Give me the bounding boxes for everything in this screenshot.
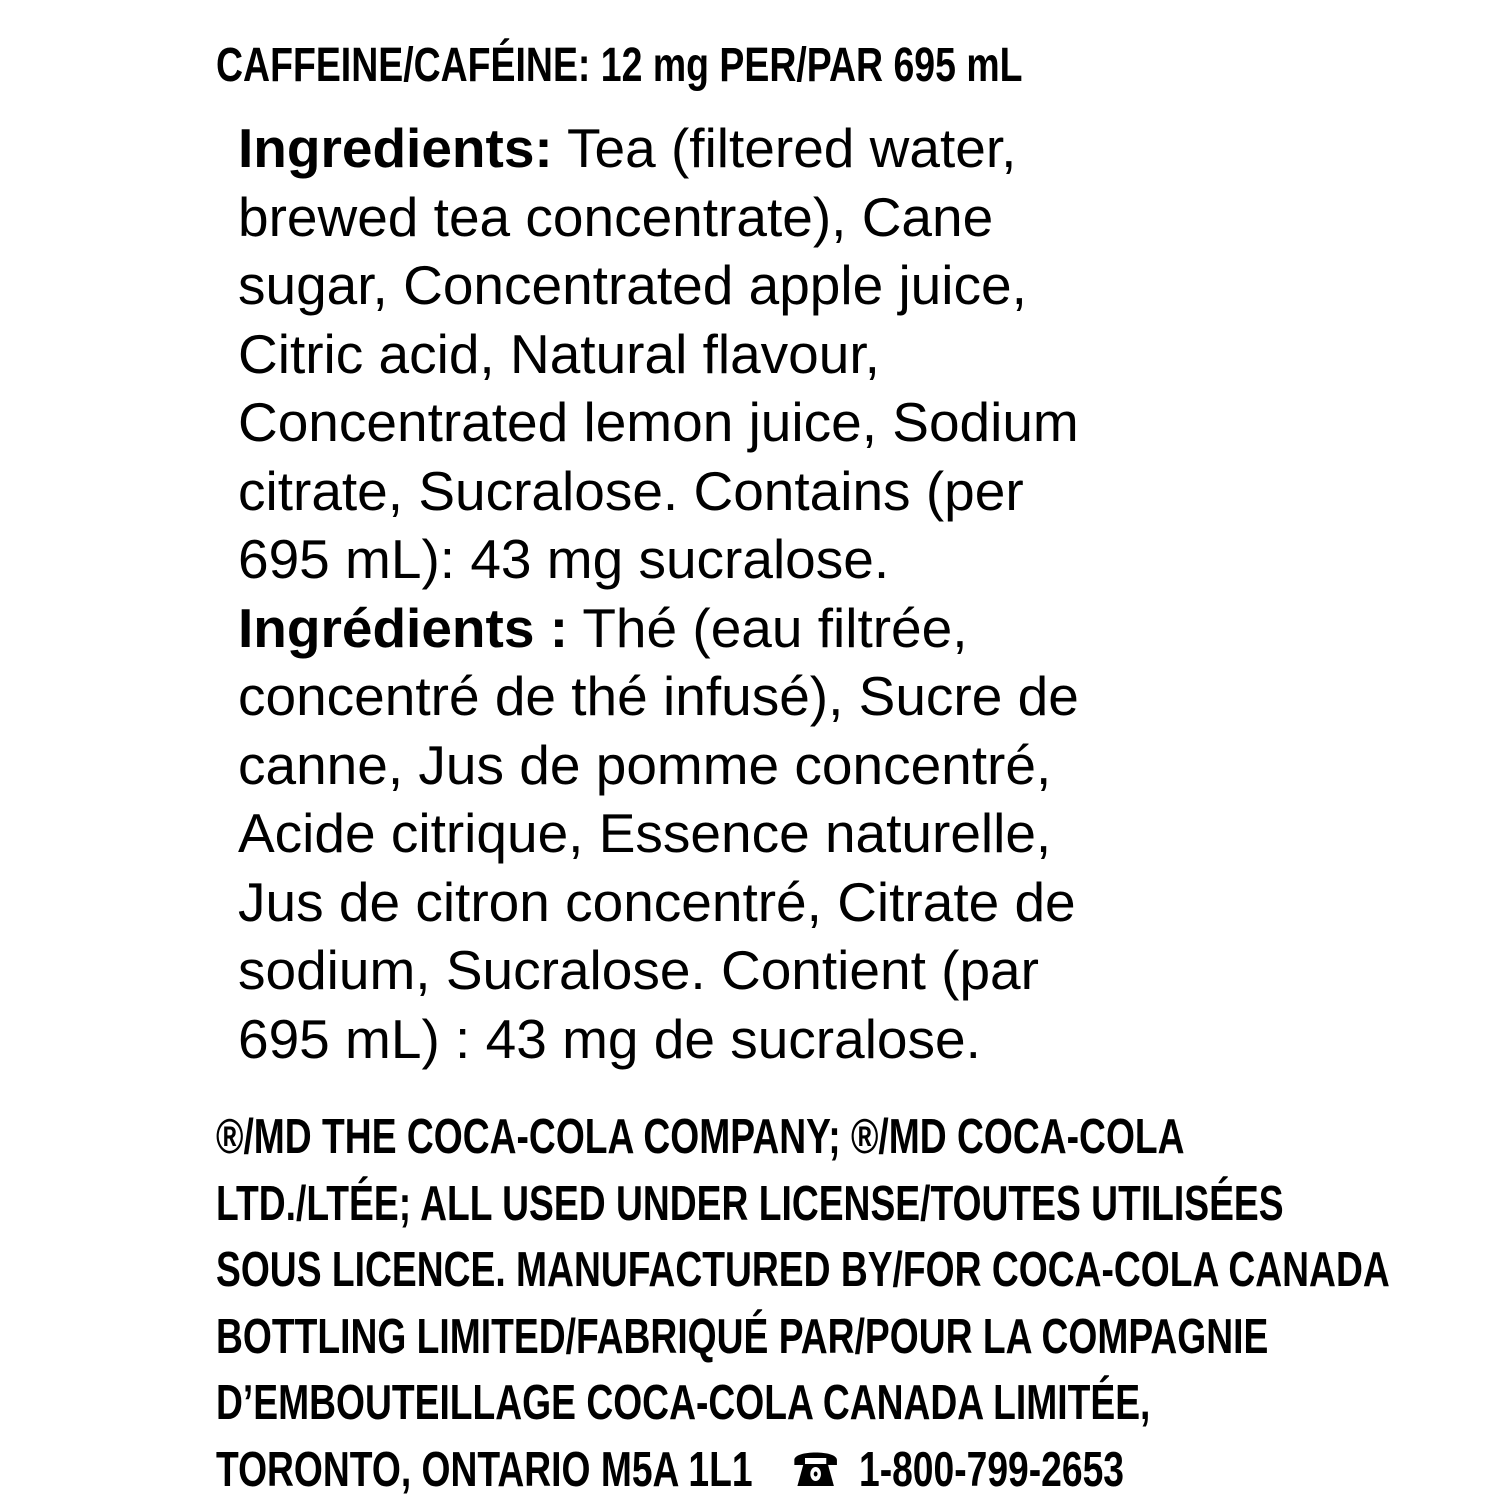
ingredients-fr-line: concentré de thé infusé), Sucre de (238, 662, 1238, 731)
legal-line: LTD./LTÉE; ALL USED UNDER LICENSE/TOUTES UTILISÉES (216, 1171, 1390, 1238)
legal-contact-line (216, 1437, 1390, 1507)
legal-text (216, 1104, 1390, 1507)
telephone-icon (792, 1441, 839, 1507)
customer-phone-number: 1-800-799-2653 (859, 1443, 1124, 1497)
legal-line: D’EMBOUTEILLAGE COCA-COLA CANADA LIMITÉE, (216, 1370, 1390, 1437)
ingredients-fr-line: canne, Jus de pomme concentré, (238, 731, 1238, 800)
ingredients-en-line: Concentrated lemon juice, Sodium (238, 388, 1238, 457)
ingredients-block (238, 114, 1238, 1073)
ingredients-en-line: sugar, Concentrated apple juice, (238, 251, 1238, 320)
legal-line: SOUS LICENCE. MANUFACTURED BY/FOR COCA-COLA CANADA (216, 1237, 1390, 1304)
ingredients-fr-line: Jus de citron concentré, Citrate de (238, 868, 1238, 937)
legal-line: BOTTLING LIMITED/FABRIQUÉ PAR/POUR LA COMPAGNIE (216, 1304, 1390, 1371)
legal-line: ®/MD THE COCA-COLA COMPANY; ®/MD COCA-COLA (216, 1104, 1390, 1171)
ingredients-en-heading: Ingredients: (238, 117, 553, 179)
ingredients-en-line: brewed tea concentrate), Cane (238, 183, 1238, 252)
ingredients-fr-line: 695 mL) : 43 mg de sucralose. (238, 1005, 1238, 1074)
ingredients-en-first-line (238, 114, 1238, 183)
ingredients-fr-text: Thé (eau filtrée, (568, 597, 967, 659)
ingredients-fr-heading: Ingrédients : (238, 597, 568, 659)
manufacturer-address: TORONTO, ONTARIO M5A 1L1 (216, 1443, 753, 1497)
ingredients-fr-first-line (238, 594, 1238, 663)
ingredients-en-text: Tea (filtered water, (553, 117, 1017, 179)
ingredients-fr-line: sodium, Sucralose. Contient (par (238, 936, 1238, 1005)
ingredients-en-line: 695 mL): 43 mg sucralose. (238, 525, 1238, 594)
ingredients-en-line: citrate, Sucralose. Contains (per (238, 457, 1238, 526)
ingredients-en-line: Citric acid, Natural flavour, (238, 320, 1238, 389)
ingredients-fr-line: Acide citrique, Essence naturelle, (238, 799, 1238, 868)
caffeine-statement: CAFFEINE/CAFÉINE: 12 mg PER/PAR 695 mL (216, 38, 1022, 94)
